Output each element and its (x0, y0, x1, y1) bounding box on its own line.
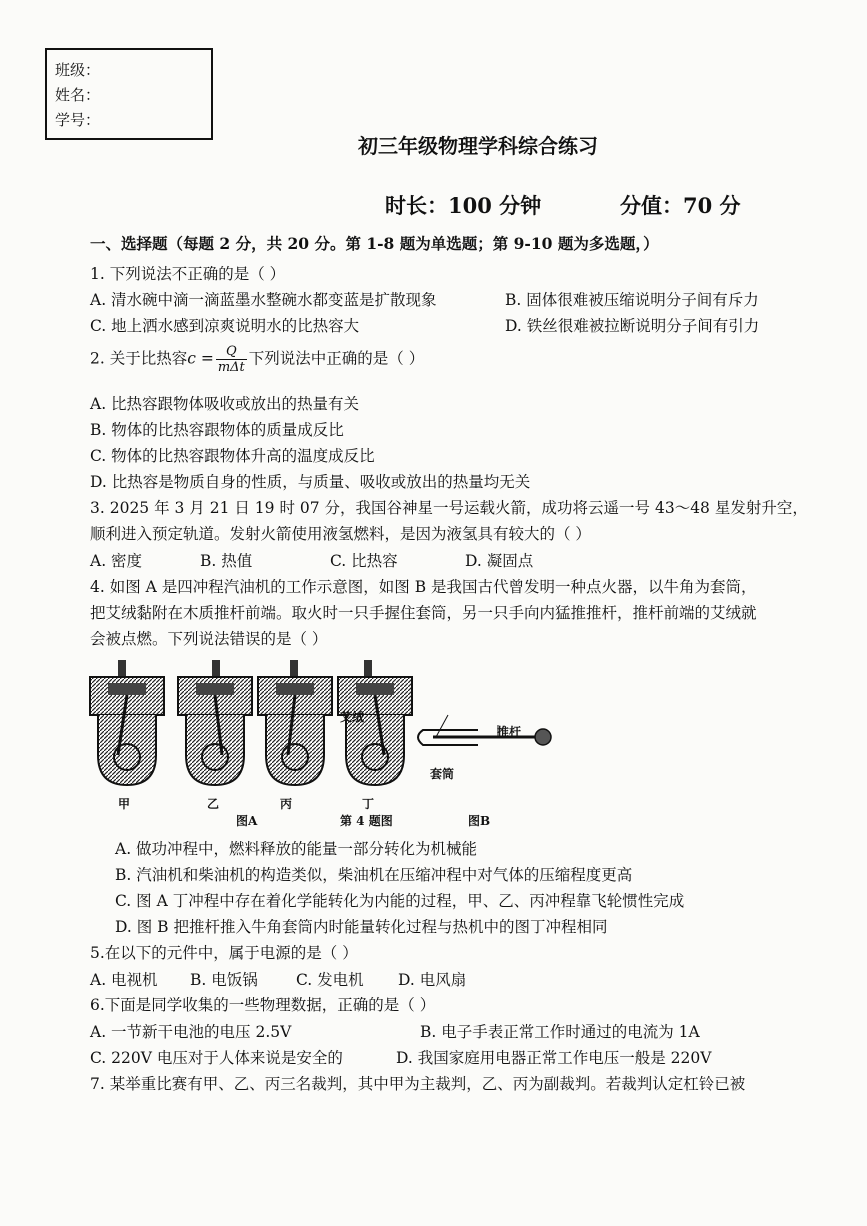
engine-diagram-jia (90, 660, 164, 785)
q5-option-b: B. 电饭锅 (190, 971, 258, 989)
q4-stem-line3: 会被点燃。下列说法错误的是（ ） (90, 630, 328, 648)
q1-option-c: C. 地上洒水感到凉爽说明水的比热容大 (90, 317, 360, 335)
q5-stem: 5.在以下的元件中，属于电源的是（ ） (90, 944, 358, 962)
exam-score: 分值：70 分 (620, 193, 741, 218)
label-tuigan: 推杆 (497, 725, 522, 739)
q3-option-b: B. 热值 (200, 552, 253, 570)
label-airong: 艾绒 (340, 710, 365, 724)
q5-option-c: C. 发电机 (296, 971, 364, 989)
q3-stem-line1: 3. 2025 年 3 月 21 日 19 时 07 分，我国谷神星一号运载火箭，成功将云遥一号 43～48 星发射升空， (90, 499, 808, 517)
q2-formula-denominator: mΔt (217, 360, 245, 375)
class-label: 班级： (55, 61, 101, 79)
q2-formula-fraction (216, 344, 247, 375)
q6-option-b: B. 电子手表正常工作时通过的电流为 1A (420, 1023, 700, 1041)
q2-option-b: B. 物体的比热容跟物体的质量成反比 (90, 421, 344, 439)
label-bing: 丙 (280, 797, 293, 811)
q4-option-c: C. 图 A 丁冲程中存在着化学能转化为内能的过程，甲、乙、丙冲程靠飞轮惯性完成 (115, 892, 685, 910)
q3-option-d: D. 凝固点 (465, 552, 534, 570)
q1-option-a: A. 清水碗中滴一滴蓝墨水整碗水都变蓝是扩散现象 (90, 291, 437, 309)
fire-piston-diagram (418, 715, 551, 745)
label-jia: 甲 (118, 797, 131, 811)
student-info-box (45, 48, 213, 140)
q2-stem-pre: 2. 关于比热容 (90, 349, 188, 368)
q2-option-d: D. 比热容是物质自身的性质，与质量、吸收或放出的热量均无关 (90, 473, 531, 491)
label-figure-a: 图A (236, 814, 258, 828)
section-heading: 一、选择题（每题 2 分，共 20 分。第 1-8 题为单选题；第 9-10 题为多选题，） (90, 234, 659, 253)
q1-stem: 1. 下列说法不正确的是（ ） (90, 265, 286, 283)
q4-option-d: D. 图 B 把推杆推入牛角套筒内时能量转化过程与热机中的图丁冲程相同 (115, 918, 608, 936)
q2-option-a: A. 比热容跟物体吸收或放出的热量有关 (90, 395, 360, 413)
q4-figure (88, 655, 568, 825)
q2-formula-lhs: c = (187, 349, 214, 368)
engine-diagram-yi (178, 660, 252, 785)
q4-stem-line2: 把艾绒黏附在木质推杆前端。取火时一只手握住套筒，另一只手向内猛推推杆，推杆前端的艾绒就 (90, 604, 757, 622)
label-yi: 乙 (207, 797, 220, 811)
q1-option-b: B. 固体很难被压缩说明分子间有斥力 (505, 291, 759, 309)
q4-option-b: B. 汽油机和柴油机的构造类似，柴油机在压缩冲程中对气体的压缩程度更高 (115, 866, 633, 884)
label-taotong: 套筒 (430, 767, 455, 781)
q3-stem-line2: 顺利进入预定轨道。发射火箭使用液氢燃料，是因为液氢具有较大的（ ） (90, 525, 591, 543)
engine-diagram-bing (258, 660, 332, 785)
q4-option-a: A. 做功冲程中，燃料释放的能量一部分转化为机械能 (115, 840, 478, 858)
q7-stem: 7. 某举重比赛有甲、乙、丙三名裁判，其中甲为主裁判，乙、丙为副裁判。若裁判认定杠铃已被 (90, 1075, 746, 1093)
q4-stem-line1: 4. 如图 A 是四冲程汽油机的工作示意图，如图 B 是我国古代曾发明一种点火器，以牛角为套筒， (90, 578, 757, 596)
q3-option-a: A. 密度 (90, 552, 143, 570)
q6-option-a: A. 一节新干电池的电压 2.5V (90, 1023, 292, 1041)
q2-formula-numerator: Q (216, 344, 247, 360)
q2-option-c: C. 物体的比热容跟物体升高的温度成反比 (90, 447, 375, 465)
q6-option-d: D. 我国家庭用电器正常工作电压一般是 220V (396, 1049, 712, 1067)
q6-option-c: C. 220V 电压对于人体来说是安全的 (90, 1049, 343, 1067)
q2-stem (90, 344, 424, 375)
page-title: 初三年级物理学科综合练习 (358, 134, 598, 158)
q3-option-c: C. 比热容 (330, 552, 398, 570)
name-label: 姓名： (55, 86, 101, 104)
label-figure-b: 图B (468, 814, 491, 828)
q5-option-d: D. 电风扇 (398, 971, 467, 989)
exam-duration: 时长：100 分钟 (385, 193, 542, 218)
student-id-label: 学号： (55, 111, 101, 129)
q5-option-a: A. 电视机 (90, 971, 158, 989)
figure-caption: 第 4 题图 (340, 814, 393, 828)
q2-stem-post: 下列说法中正确的是（ ） (248, 349, 425, 368)
label-ding: 丁 (362, 797, 375, 811)
q6-stem: 6.下面是同学收集的一些物理数据，正确的是（ ） (90, 996, 436, 1014)
q1-option-d: D. 铁丝很难被拉断说明分子间有引力 (505, 317, 760, 335)
